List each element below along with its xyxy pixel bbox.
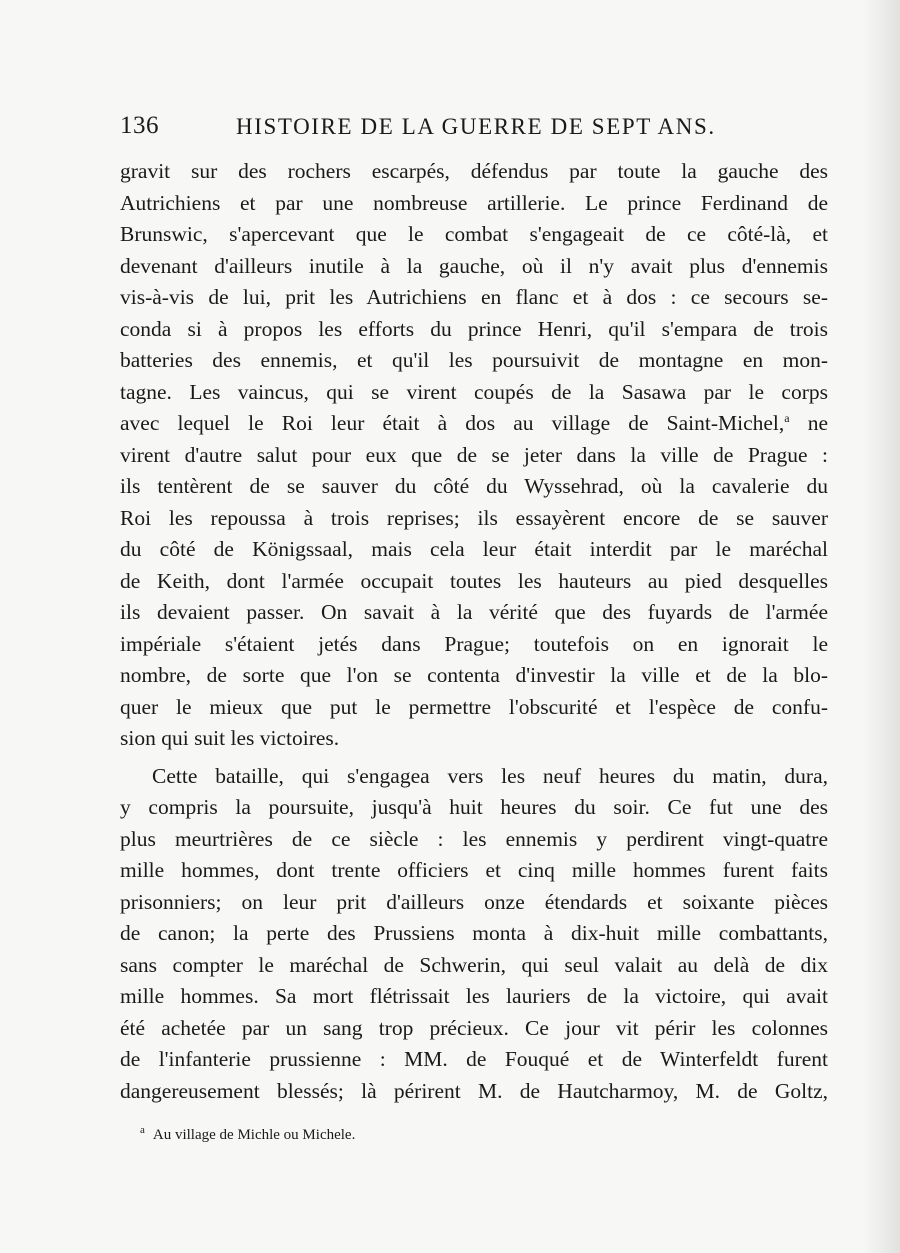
text-line: plus meurtrières de ce siècle : les ennemis y perdirent vingt-quatre [120, 826, 828, 851]
text-line: sion qui suit les victoires. [120, 726, 340, 750]
footnote-text: Au village de Michle ou Michele. [152, 1127, 356, 1143]
text-line: dangereusement blessés; là périrent M. de Hautcharmoy, M. de Goltz, [120, 1078, 828, 1103]
text-line: Brunswic, s'apercevant que le combat s'engageait de ce côté-là, et [120, 222, 828, 246]
footnote-mark: a [140, 1124, 145, 1136]
text-line-with-footnote-mark [120, 408, 828, 440]
text-line: devenant d'ailleurs inutile à la gauche, où il n'y avait plus d'ennemis [120, 253, 828, 278]
text-line: de Keith, dont l'armée occupait toutes les hauteurs au pied desquelles [120, 568, 828, 593]
text-line: été achetée par un sang trop précieux. Ce jour vit périr les colonnes [120, 1015, 828, 1040]
paragraph-1 [120, 156, 828, 755]
text-line: conda si à propos les efforts du prince Henri, qu'il s'empara de trois [120, 316, 828, 341]
text-line: sans compter le maréchal de Schwerin, qui seul valait au delà de dix [120, 952, 828, 977]
text-line: vis-à-vis de lui, prit les Autrichiens en flanc et à dos : ce secours se- [120, 285, 828, 309]
text-line: ils devaient passer. On savait à la vérité que des fuyards de l'armée [120, 600, 828, 624]
text-line: gravit sur des rochers escarpés, défendus par toute la gauche des [120, 159, 828, 183]
paragraph-2 [120, 761, 828, 1108]
text-line: tagne. Les vaincus, qui se virent coupés de la Sasawa par le corps [120, 379, 828, 404]
text-line: impériale s'étaient jetés dans Prague; toutefois on en ignorait le [120, 631, 828, 656]
text-line: mille hommes, dont trente officiers et cinq mille hommes furent faits [120, 858, 828, 882]
footnote [140, 1124, 355, 1144]
running-title: HISTOIRE DE LA GUERRE DE SEPT ANS. [236, 114, 716, 139]
text-segment: ne [789, 411, 828, 435]
text-line: du côté de Königssaal, mais cela leur était interdit par le maréchal [120, 537, 828, 561]
page-number: 136 [120, 112, 159, 139]
page-gutter-shadow [862, 0, 900, 1253]
text-line: prisonniers; on leur prit d'ailleurs onze étendards et soixante pièces [120, 889, 828, 914]
footnote-reference: a [784, 410, 790, 425]
text-line: Roi les repoussa à trois reprises; ils essayèrent encore de se sauver [120, 505, 828, 530]
text-line: ils tentèrent de se sauver du côté du Wyssehrad, où la cavalerie du [120, 474, 828, 498]
text-line: y compris la poursuite, jusqu'à huit heures du soir. Ce fut une des [120, 795, 828, 819]
text-line: de l'infanterie prussienne : MM. de Fouqué et de Winterfeldt furent [120, 1047, 828, 1071]
text-segment: avec lequel le Roi leur était à dos au village de Saint-Michel, [120, 411, 785, 435]
text-line: de canon; la perte des Prussiens monta à dix-huit mille combattants, [120, 921, 828, 945]
main-text [120, 156, 828, 1107]
text-line: Autrichiens et par une nombreuse artillerie. Le prince Ferdinand de [120, 190, 828, 215]
text-line: quer le mieux que put le permettre l'obscurité et l'espèce de confu- [120, 694, 828, 719]
text-line: mille hommes. Sa mort flétrissait les lauriers de la victoire, qui avait [120, 984, 828, 1008]
page-header [120, 112, 760, 146]
text-line: nombre, de sorte que l'on se contenta d'investir la ville et de la blo- [120, 663, 828, 687]
text-line: Cette bataille, qui s'engagea vers les neuf heures du matin, dura, [152, 763, 828, 788]
text-line: virent d'autre salut pour eux que de se jeter dans la ville de Prague : [120, 442, 828, 467]
text-line: batteries des ennemis, et qu'il les poursuivit de montagne en mon- [120, 348, 828, 372]
